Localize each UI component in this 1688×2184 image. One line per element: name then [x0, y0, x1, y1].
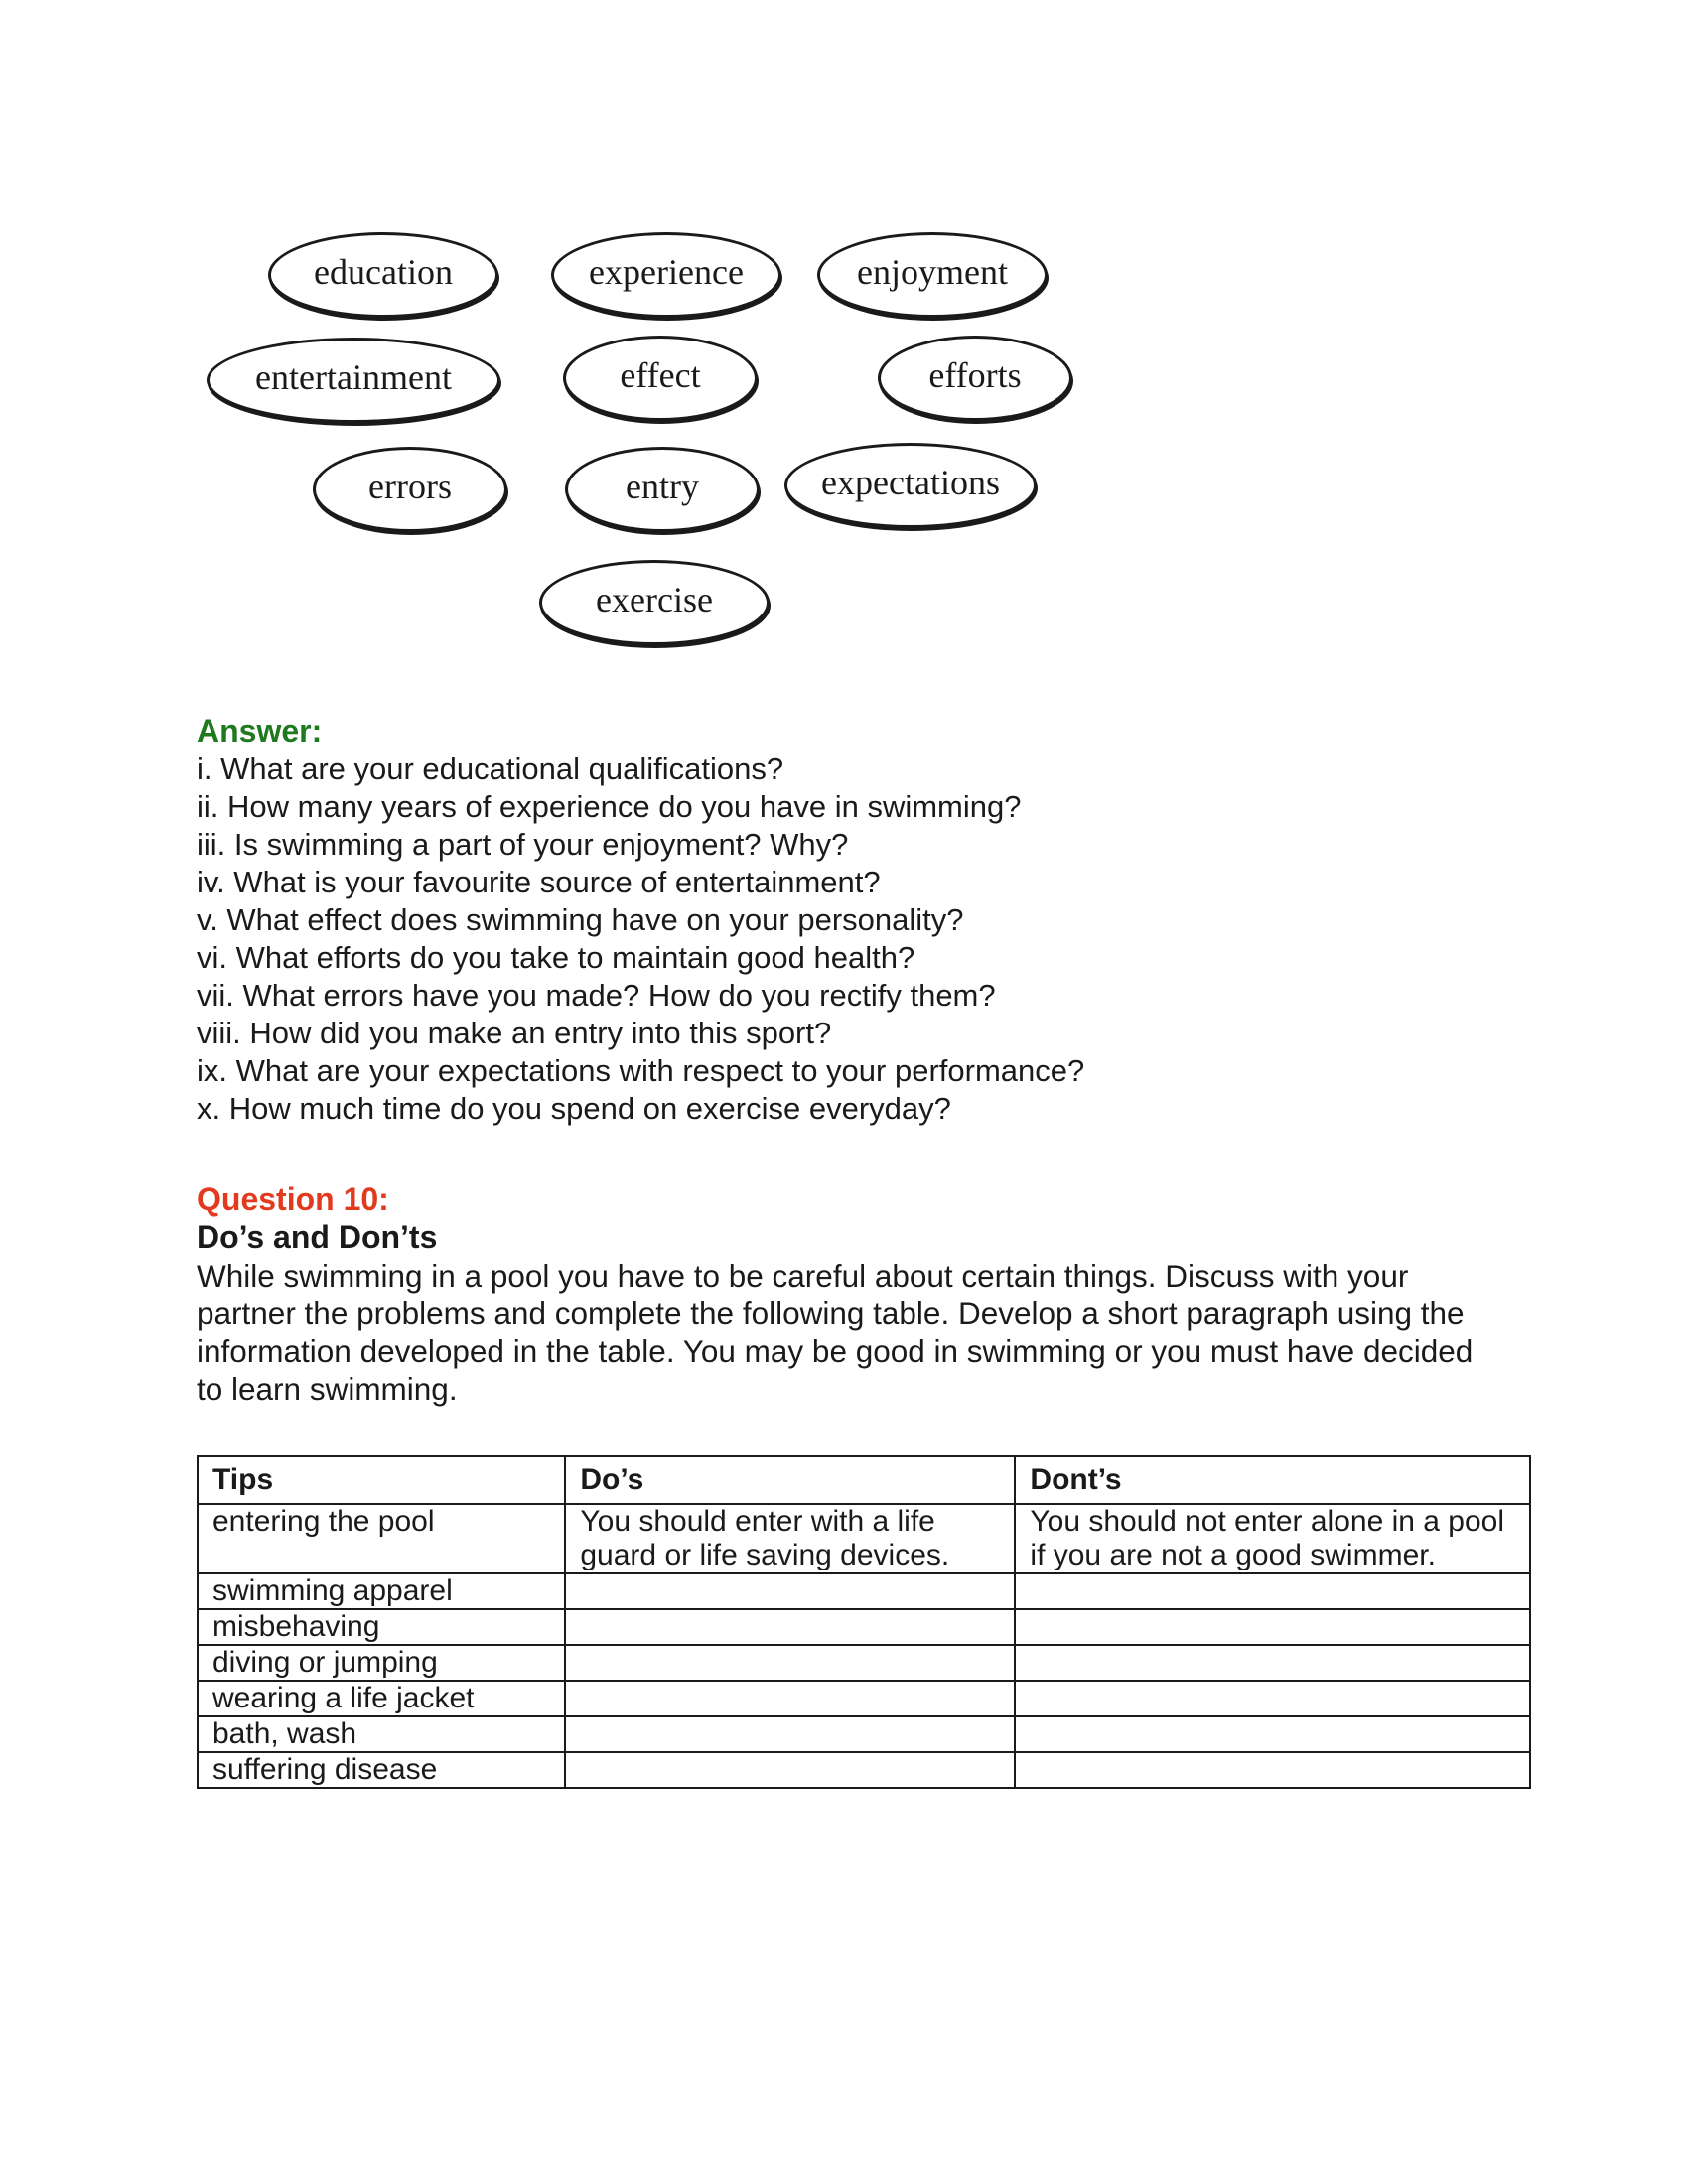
dos-cell	[565, 1645, 1015, 1681]
table-row	[198, 1573, 1530, 1609]
answer-heading: Answer:	[197, 713, 323, 749]
tip-cell: wearing a life jacket	[198, 1681, 565, 1716]
column-header-donts: Dont’s	[1015, 1456, 1530, 1504]
answer-item: v. What effect does swimming have on your personality?	[197, 902, 964, 937]
dos-cell	[565, 1716, 1015, 1752]
table-row	[198, 1681, 1530, 1716]
table-row	[198, 1716, 1530, 1752]
column-header-tips: Tips	[198, 1456, 565, 1504]
question-instructions: While swimming in a pool you have to be careful about certain things. Discuss with your partner the problems and complete the following table. Develop a short paragraph using the information developed in the table. You may be good in swimming or you must have decided to learn swimming.	[197, 1258, 1474, 1407]
question-heading: Question 10:	[197, 1181, 389, 1217]
answer-item: ii. How many years of experience do you have in swimming?	[197, 789, 1022, 824]
answer-item: x. How much time do you spend on exercise everyday?	[197, 1091, 951, 1126]
word-bubble-entry: entry	[565, 447, 760, 532]
answer-item: viii. How did you make an entry into this sport?	[197, 1016, 832, 1050]
dos-cell	[565, 1573, 1015, 1609]
word-bubble-experience: experience	[551, 232, 781, 318]
word-bubble-expectations: expectations	[784, 443, 1037, 528]
table-row	[198, 1609, 1530, 1645]
word-bubble-efforts: efforts	[878, 336, 1072, 421]
answer-item: iii. Is swimming a part of your enjoyment? Why?	[197, 827, 849, 862]
donts-cell	[1015, 1609, 1530, 1645]
question-subheading: Do’s and Don’ts	[197, 1219, 438, 1255]
table-row	[198, 1504, 1530, 1573]
column-header-dos: Do’s	[565, 1456, 1015, 1504]
tip-cell: suffering disease	[198, 1752, 565, 1788]
answer-item: vii. What errors have you made? How do you rectify them?	[197, 978, 996, 1013]
word-bubble-enjoyment: enjoyment	[817, 232, 1048, 318]
donts-cell: You should not enter alone in a pool if you are not a good swimmer.	[1015, 1504, 1530, 1573]
table-row	[198, 1752, 1530, 1788]
dos-donts-table	[197, 1455, 1531, 1789]
dos-cell	[565, 1752, 1015, 1788]
donts-cell	[1015, 1645, 1530, 1681]
tip-cell: diving or jumping	[198, 1645, 565, 1681]
answer-list	[197, 751, 1084, 1128]
answer-item: ix. What are your expectations with respect to your performance?	[197, 1053, 1085, 1088]
tip-cell: bath, wash	[198, 1716, 565, 1752]
word-bubble-effect: effect	[563, 336, 758, 421]
tip-cell: entering the pool	[198, 1504, 565, 1573]
answer-item: iv. What is your favourite source of entertainment?	[197, 865, 881, 899]
word-bubble-entertainment: entertainment	[207, 338, 500, 423]
donts-cell	[1015, 1716, 1530, 1752]
answer-item: vi. What efforts do you take to maintain good health?	[197, 940, 915, 975]
donts-cell	[1015, 1752, 1530, 1788]
dos-cell	[565, 1609, 1015, 1645]
donts-cell	[1015, 1681, 1530, 1716]
answer-item: i. What are your educational qualifications?	[197, 751, 784, 786]
tip-cell: misbehaving	[198, 1609, 565, 1645]
dos-cell	[565, 1681, 1015, 1716]
donts-cell	[1015, 1573, 1530, 1609]
tip-cell: swimming apparel	[198, 1573, 565, 1609]
word-bubble-exercise: exercise	[539, 560, 770, 645]
dos-cell: You should enter with a life guard or life saving devices.	[565, 1504, 1015, 1573]
table-header-row	[198, 1456, 1530, 1504]
word-bubble-education: education	[268, 232, 498, 318]
word-bubble-errors: errors	[313, 447, 507, 532]
table-row	[198, 1645, 1530, 1681]
